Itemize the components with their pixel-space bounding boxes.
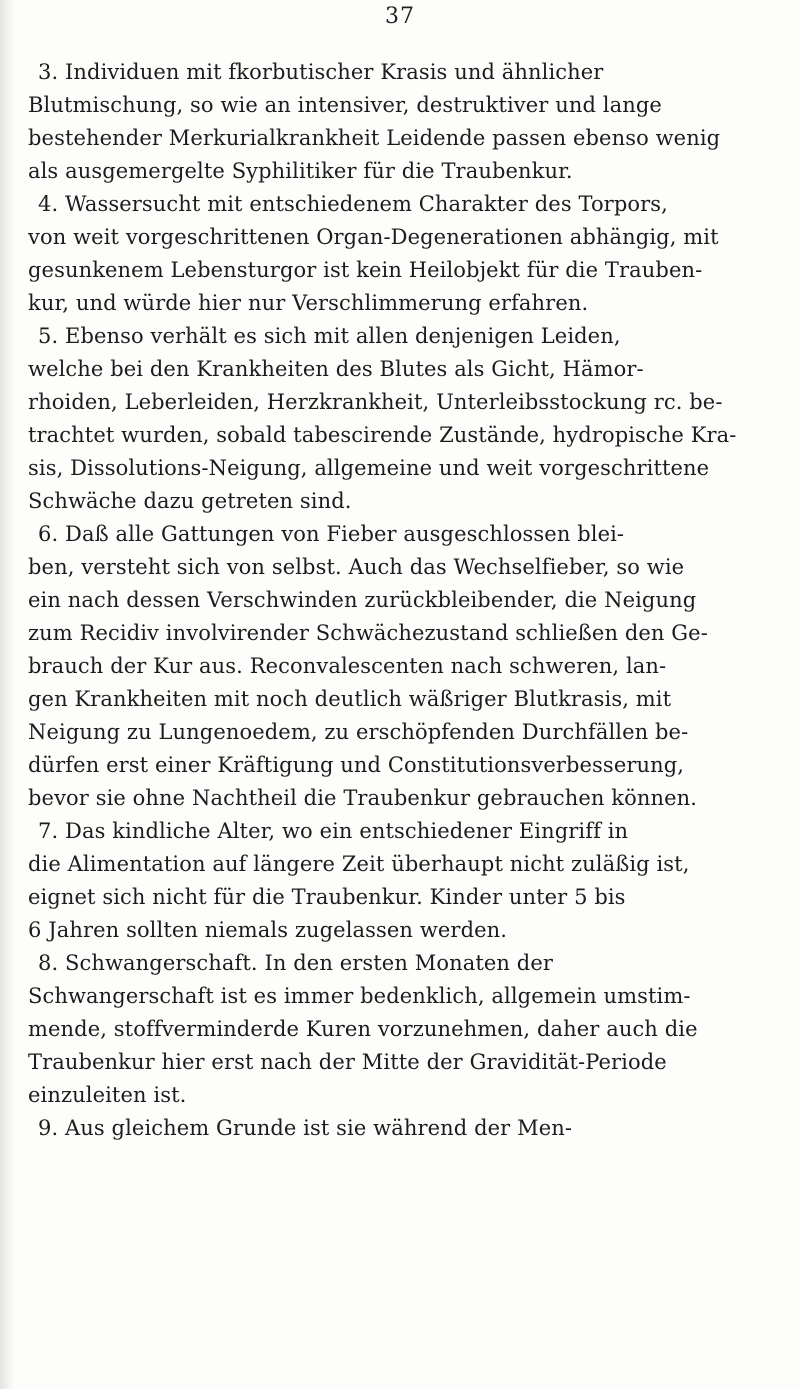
text-line: bevor sie ohne Nachtheil die Traubenkur gebrauchen können. (28, 786, 698, 810)
page-number: 37 (385, 4, 415, 29)
text-line: mende, stoffverminderde Kuren vorzunehmen, daher auch die (28, 1017, 698, 1041)
text-line: 8. Schwangerschaft. In den ersten Monaten der (38, 951, 554, 975)
text-line: 7. Das kindliche Alter, wo ein entschiedener Eingriff in (38, 819, 629, 843)
text-line: zum Recidiv involvirender Schwächezustand schließen den Ge- (28, 621, 708, 645)
text-line: 6 Jahren sollten niemals zugelassen werden. (28, 918, 508, 942)
text-line: gesunkenem Lebensturgor ist kein Heilobjekt für die Trauben- (28, 258, 703, 282)
text-line: Neigung zu Lungenoedem, zu erschöpfenden Durchfällen be- (28, 720, 689, 744)
text-line: Schwäche dazu getreten sind. (28, 489, 352, 513)
text-line: ben, versteht sich von selbst. Auch das Wechselfieber, so wie (28, 555, 685, 579)
binding-shadow (0, 0, 14, 1389)
text-line: die Alimentation auf längere Zeit überhaupt nicht zuläßig ist, (28, 852, 690, 876)
text-line: welche bei den Krankheiten des Blutes als Gicht, Hämor- (28, 357, 644, 381)
text-line: 5. Ebenso verhält es sich mit allen denjenigen Leiden, (38, 324, 621, 348)
text-line: Schwangerschaft ist es immer bedenklich, allgemein umstim- (28, 984, 691, 1008)
text-line: gen Krankheiten mit noch deutlich wäßriger Blutkrasis, mit (28, 687, 672, 711)
text-line: rhoiden, Leberleiden, Herzkrankheit, Unterleibsstockung rc. be- (28, 390, 723, 414)
text-line: Blutmischung, so wie an intensiver, destruktiver und lange (28, 93, 662, 117)
text-line: 3. Individuen mit fkorbutischer Krasis und ähnlicher (38, 60, 604, 84)
text-line: kur, und würde hier nur Verschlimmerung erfahren. (28, 291, 589, 315)
text-line: sis, Dissolutions-Neigung, allgemeine und weit vorgeschrittene (28, 456, 710, 480)
text-line: einzuleiten ist. (28, 1083, 187, 1107)
text-line: ein nach dessen Verschwinden zurückbleibender, die Neigung (28, 588, 697, 612)
text-line: als ausgemergelte Syphilitiker für die Traubenkur. (28, 159, 573, 183)
body-text (28, 56, 788, 1145)
text-line: brauch der Kur aus. Reconvalescenten nach schweren, lan- (28, 654, 667, 678)
text-line: trachtet wurden, sobald tabescirende Zustände, hydropische Kra- (28, 423, 737, 447)
text-line: eignet sich nicht für die Traubenkur. Kinder unter 5 bis (28, 885, 626, 909)
text-line: von weit vorgeschrittenen Organ-Degenerationen abhängig, mit (28, 225, 719, 249)
text-line: dürfen erst einer Kräftigung und Constitutionsverbesserung, (28, 753, 685, 777)
text-line: 4. Wassersucht mit entschiedenem Charakter des Torpors, (38, 192, 668, 216)
text-line: bestehender Merkurialkrankheit Leidende passen ebenso wenig (28, 126, 721, 150)
text-line: Traubenkur hier erst nach der Mitte der Gravidität-Periode (28, 1050, 667, 1074)
text-line: 9. Aus gleichem Grunde ist sie während der Men- (38, 1116, 573, 1140)
text-line: 6. Daß alle Gattungen von Fieber ausgeschlossen blei- (38, 522, 625, 546)
